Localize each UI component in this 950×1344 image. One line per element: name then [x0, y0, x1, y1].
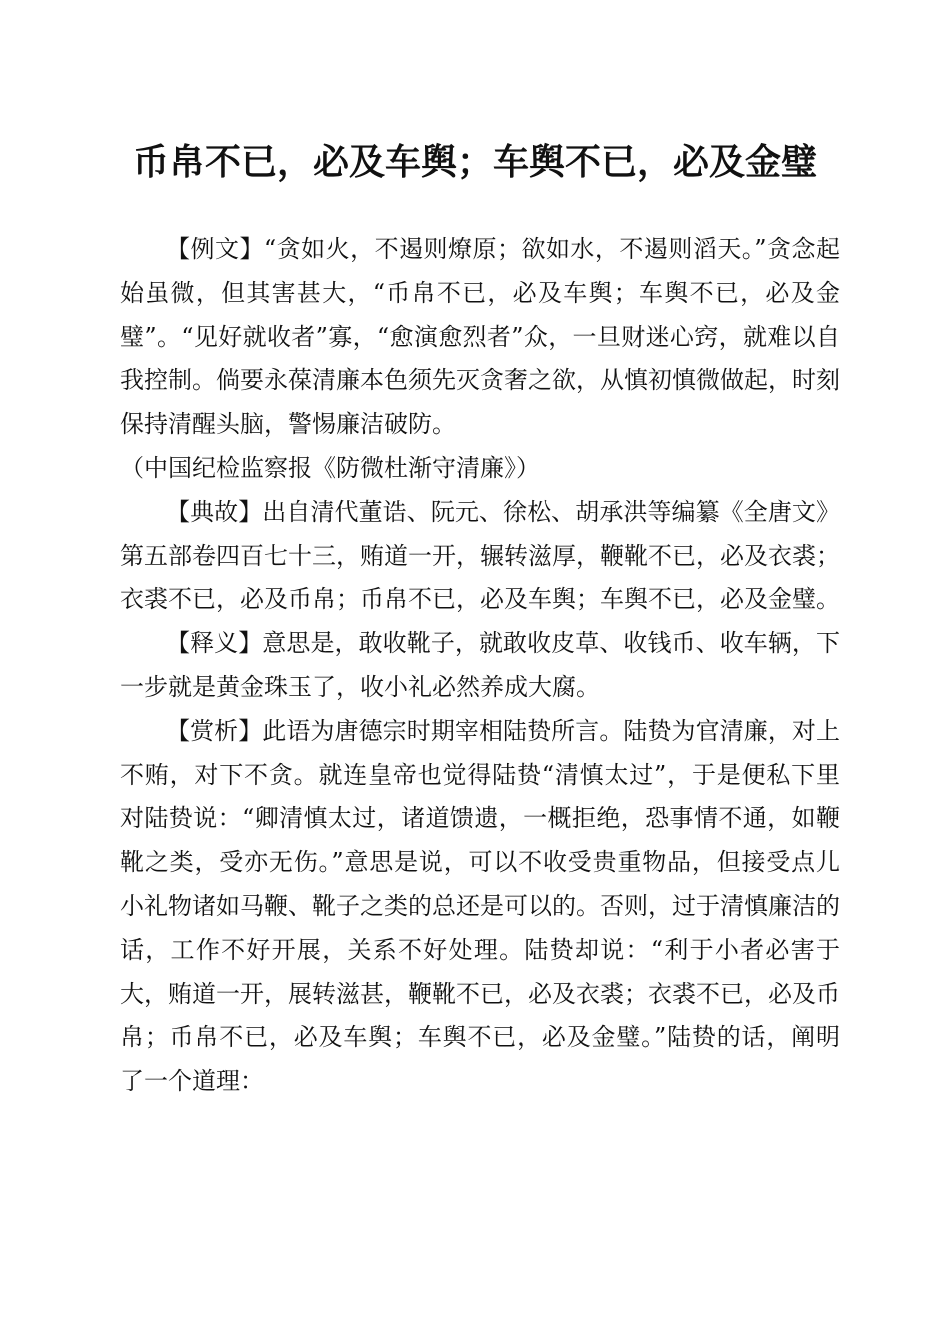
- allusion-tag: 【典故】: [166, 497, 263, 526]
- meaning-paragraph: [120, 622, 840, 710]
- example-tag: 【例文】: [166, 235, 264, 263]
- allusion-paragraph: [120, 491, 840, 622]
- analysis-text: 此语为唐德宗时期宰相陆贽所言。陆贽为官清廉，对上不贿，对下不贪。就连皇帝也觉得陆贽“清慎太过”，于是便私下里对陆贽说：“卿清慎太过，诸道馈遗，一概拒绝，恐事情不通，如鞭靴之类，受亦无伤。”意思是说，可以不收受贵重物品，但接受点儿小礼物诸如马鞭、靴子之类的总还是可以的。否则，过于清慎廉洁的话，工作不好开展，关系不好处理。陆贽却说：“利于小者必害于大，贿道一开，展转滋甚，鞭靴不已，必及衣裘；衣裘不已，必及币帛；币帛不已，必及车舆；车舆不已，必及金璧。”陆贽的话，阐明了一个道理：: [120, 716, 840, 1096]
- analysis-tag: 【赏析】: [166, 716, 263, 745]
- analysis-paragraph: [120, 710, 840, 1104]
- document-body: [120, 228, 840, 1104]
- example-text: “贪如火，不遏则燎原；欲如水，不遏则滔天。”贪念起始虽微，但其害甚大，“币帛不已，必及车舆；车舆不已，必及金璧”。“见好就收者”寡，“愈演愈烈者”众，一旦财迷心窍，就难以自我控制。倘要永葆清廉本色须先灭贪奢之欲，从慎初慎微做起，时刻保持清醒头脑，警惕廉洁破防。: [120, 235, 840, 439]
- meaning-text: 意思是，敢收靴子，就敢收皮草、收钱币、收车辆，下一步就是黄金珠玉了，收小礼必然养成大腐。: [120, 629, 840, 701]
- allusion-text: 出自清代董诰、阮元、徐松、胡承洪等编纂《全唐文》第五部卷四百七十三，贿道一开，辗转滋厚，鞭靴不已，必及衣裘；衣裘不已，必及币帛；币帛不已，必及车舆；车舆不已，必及金璧。: [120, 497, 840, 614]
- example-source-paragraph: [120, 447, 840, 491]
- meaning-tag: 【释义】: [166, 629, 263, 658]
- document-title: 币帛不已，必及车舆；车舆不已，必及金璧: [132, 141, 817, 183]
- example-paragraph: [120, 228, 840, 447]
- example-source: （中国纪检监察报《防微杜渐守清廉》）: [120, 453, 540, 482]
